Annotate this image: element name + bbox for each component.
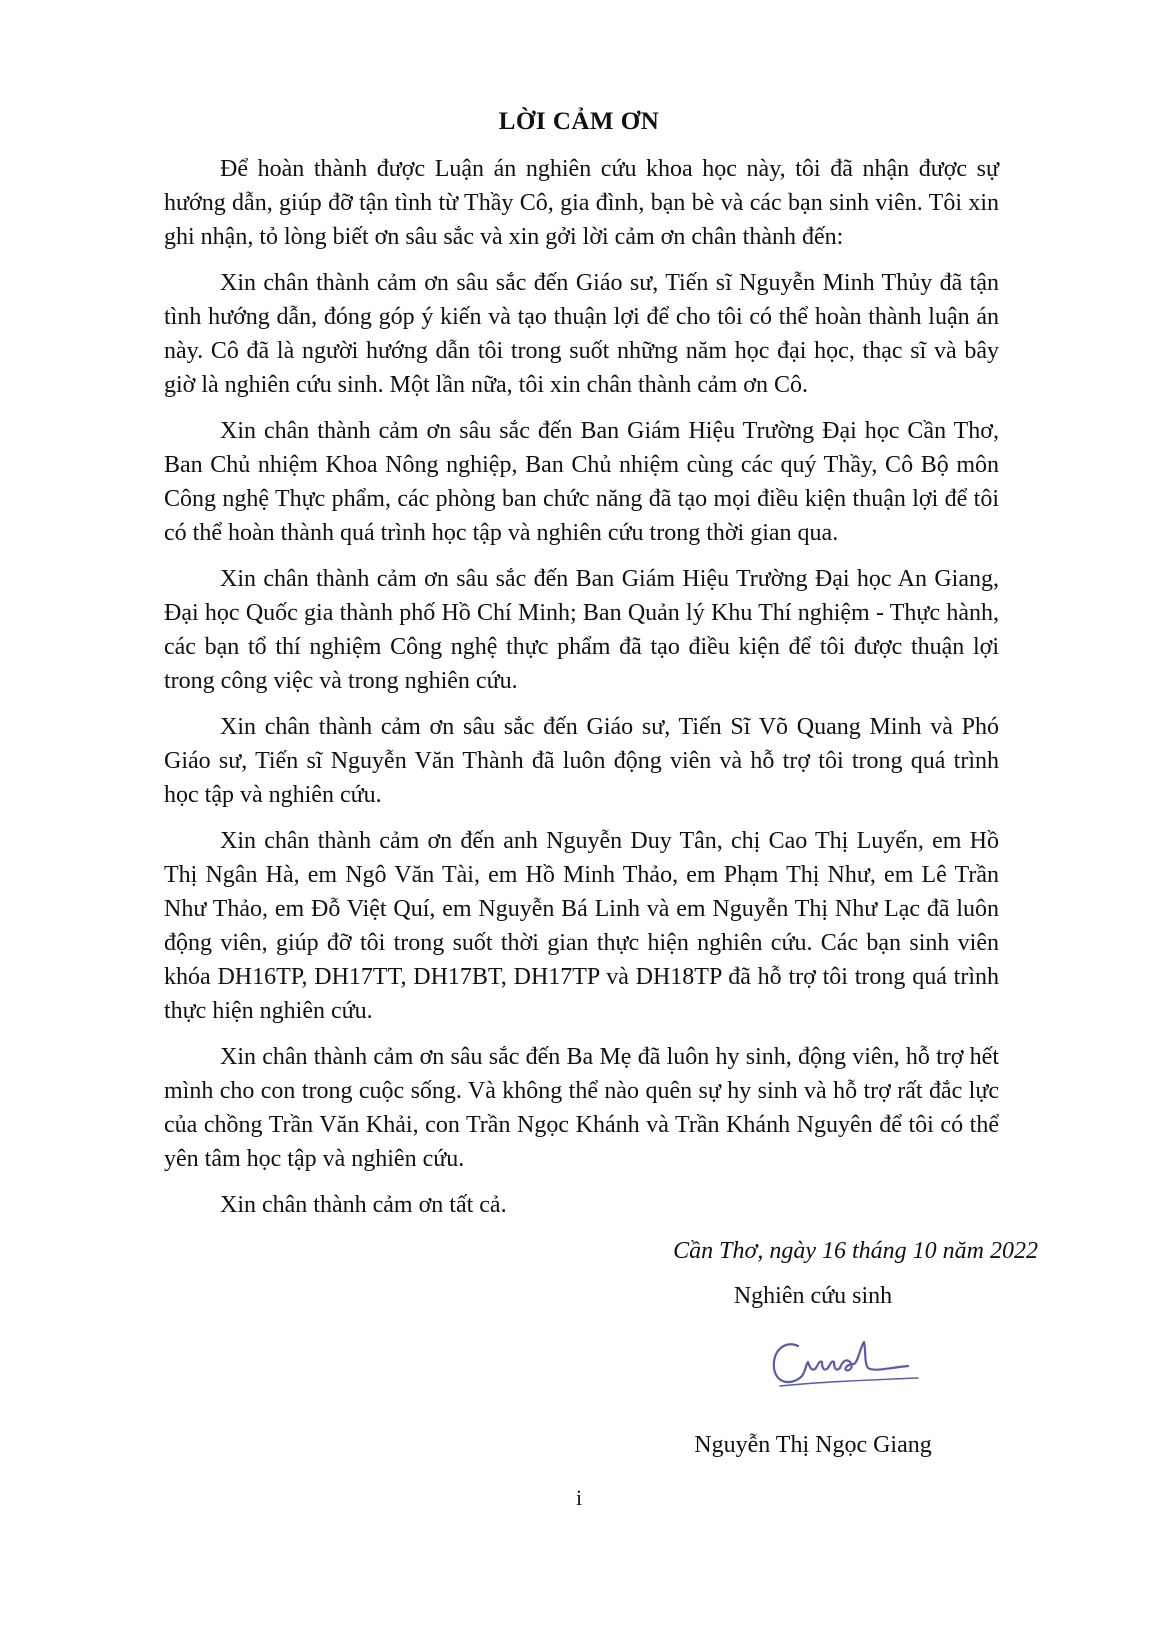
paragraph-3: Xin chân thành cảm ơn sâu sắc đến Ban Giám Hiệu Trường Đại học Cần Thơ, Ban Chủ nhiệm Khoa Nông nghiệp, Ban Chủ nhiệm cùng các quý Thầy, Cô Bộ môn Công nghệ Thực phẩm, các phòng ban chức năng đã tạo mọi điều kiện thuận lợi để tôi có thể hoàn thành quá trình học tập và nghiên cứu trong thời gian qua.: [164, 418, 999, 546]
paragraph-6: Xin chân thành cảm ơn đến anh Nguyễn Duy Tân, chị Cao Thị Luyến, em Hồ Thị Ngân Hà, em Ngô Văn Tài, em Hồ Minh Thảo, em Phạm Thị Như, em Lê Trần Như Thảo, em Đỗ Việt Quí, em Nguyễn Bá Linh và em Nguyễn Thị Như Lạc đã luôn động viên, giúp đỡ tôi trong suốt thời gian thực hiện nghiên cứu. Các bạn sinh viên khóa DH16TP, DH17TT, DH17BT, DH17TP và DH18TP đã hỗ trợ tôi trong quá trình thực hiện nghiên cứu.: [164, 828, 999, 1024]
paragraph-7: Xin chân thành cảm ơn sâu sắc đến Ba Mẹ đã luôn hy sinh, động viên, hỗ trợ hết mình cho con trong cuộc sống. Và không thể nào quên sự hy sinh và hỗ trợ rất đắc lực của chồng Trần Văn Khải, con Trần Ngọc Khánh và Trần Khánh Nguyên để tôi có thể yên tâm học tập và nghiên cứu.: [164, 1044, 999, 1172]
page-title: LỜI CẢM ƠN: [498, 108, 660, 135]
paragraph-5: Xin chân thành cảm ơn sâu sắc đến Giáo sư, Tiến Sĩ Võ Quang Minh và Phó Giáo sư, Tiến sĩ Nguyễn Văn Thành đã luôn động viên và hỗ trợ tôi trong quá trình học tập và nghiên cứu.: [164, 714, 999, 808]
signer-role: Nghiên cứu sinh: [733, 1283, 893, 1309]
closing-place-date: Cần Thơ, ngày 16 tháng 10 năm 2022: [673, 1238, 1038, 1264]
paragraph-8: Xin chân thành cảm ơn tất cả.: [220, 1192, 507, 1218]
paragraph-1: Để hoàn thành được Luận án nghiên cứu khoa học này, tôi đã nhận được sự hướng dẫn, giúp đỡ tận tình từ Thầy Cô, gia đình, bạn bè và các bạn sinh viên. Tôi xin ghi nhận, tỏ lòng biết ơn sâu sắc và xin gởi lời cảm ơn chân thành đến:: [164, 156, 999, 250]
body-text: [164, 152, 999, 1234]
signature-image: [768, 1328, 928, 1398]
signer-name: Nguyễn Thị Ngọc Giang: [694, 1432, 932, 1458]
paragraph-4: Xin chân thành cảm ơn sâu sắc đến Ban Giám Hiệu Trường Đại học An Giang, Đại học Quốc gia thành phố Hồ Chí Minh; Ban Quản lý Khu Thí nghiệm - Thực hành, các bạn tổ thí nghiệm Công nghệ thực phẩm đã tạo điều kiện để tôi được thuận lợi trong công việc và trong nghiên cứu.: [164, 566, 999, 694]
page-number: i: [575, 1485, 583, 1510]
paragraph-2: Xin chân thành cảm ơn sâu sắc đến Giáo sư, Tiến sĩ Nguyễn Minh Thủy đã tận tình hướng dẫn, đóng góp ý kiến và tạo thuận lợi để cho tôi có thể hoàn thành luận án này. Cô đã là người hướng dẫn tôi trong suốt những năm học đại học, thạc sĩ và bây giờ là nghiên cứu sinh. Một lần nữa, tôi xin chân thành cảm ơn Cô.: [164, 270, 999, 398]
